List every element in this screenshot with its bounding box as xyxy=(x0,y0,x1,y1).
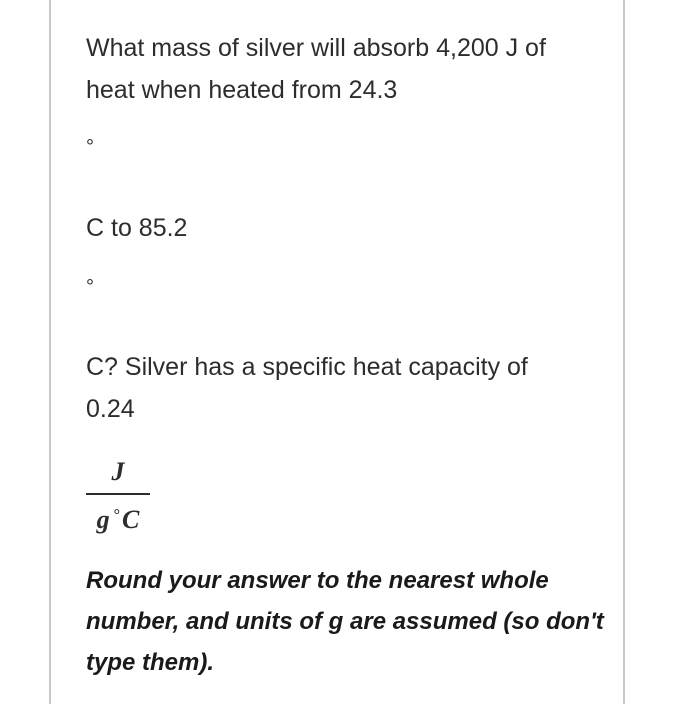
instruction-text: Round your answer to the nearest whole number, and units of g are assumed (so don't type them). xyxy=(86,567,604,676)
denominator-c: C xyxy=(122,505,140,534)
question-text-line-2: heat when heated from 24.3 xyxy=(86,76,398,104)
fraction-numerator: J xyxy=(111,457,125,486)
degree-symbol: ° xyxy=(86,276,94,298)
denominator-g: g xyxy=(96,505,110,534)
denominator-degree: ° xyxy=(113,507,121,524)
fraction-bar xyxy=(86,493,150,495)
question-text-line-5: 0.24 xyxy=(86,395,135,423)
degree-symbol: ° xyxy=(86,136,94,158)
question-text-line-1: What mass of silver will absorb 4,200 J of xyxy=(86,34,546,62)
fraction-denominator xyxy=(86,500,150,536)
question-text-line-3: C to 85.2 xyxy=(86,214,188,242)
question-text-line-4: C? Silver has a specific heat capacity of xyxy=(86,353,528,381)
